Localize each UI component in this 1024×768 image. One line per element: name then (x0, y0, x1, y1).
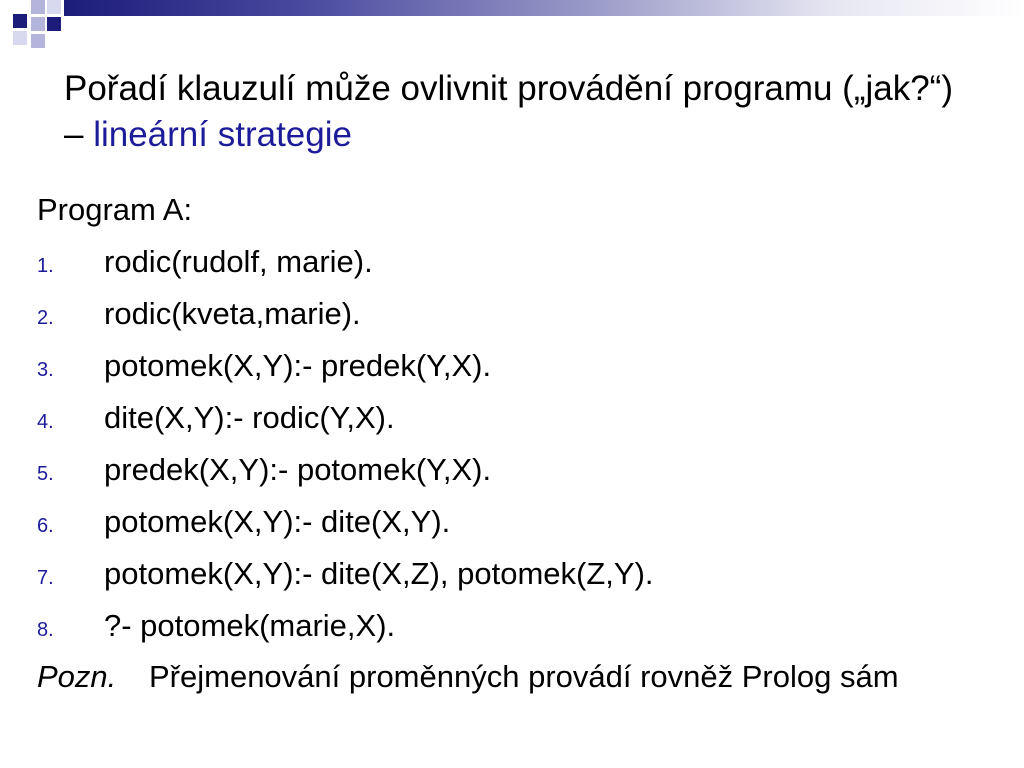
slide-title-text: Pořadí klauzulí může ovlivnit provádění programu („jak?“) – (64, 69, 953, 154)
program-label: Program A: (37, 192, 193, 227)
slide-title-accent: lineární strategie (93, 115, 352, 154)
clause-text: dite(X,Y):- rodic(Y,X). (104, 400, 395, 435)
header-decoration (0, 0, 1024, 50)
note (37, 658, 997, 696)
clause-text: rodic(kveta,marie). (104, 296, 361, 331)
list-item (37, 398, 997, 450)
clause-text: potomek(X,Y):- predek(Y,X). (104, 348, 492, 383)
list-number: 5. (37, 463, 54, 485)
decor-square (13, 14, 27, 28)
list-item (37, 242, 997, 294)
clause-text: rodic(rudolf, marie). (104, 244, 373, 279)
decor-square (13, 31, 27, 45)
list-number: 1. (37, 255, 54, 277)
decor-square (31, 0, 45, 14)
list-item (37, 450, 997, 502)
list-item (37, 502, 997, 554)
list-number: 6. (37, 515, 54, 537)
list-number: 4. (37, 411, 54, 433)
clause-text: potomek(X,Y):- dite(X,Z), potomek(Z,Y). (104, 556, 654, 591)
list-number: 2. (37, 307, 54, 329)
header-gradient-bar (64, 0, 1024, 16)
decor-square (47, 17, 61, 31)
note-label: Pozn. (37, 659, 117, 694)
clause-text: predek(X,Y):- potomek(Y,X). (104, 452, 492, 487)
list-item (37, 346, 997, 398)
slide-title (64, 66, 964, 158)
slide-body (37, 190, 997, 696)
list-number: 8. (37, 619, 54, 641)
decor-square (31, 17, 45, 31)
list-item (37, 294, 997, 346)
list-number: 7. (37, 567, 54, 589)
list-item (37, 606, 997, 658)
list-item (37, 554, 997, 606)
note-text: Přejmenování proměnných provádí rovněž Prolog sám (149, 659, 899, 694)
list-number: 3. (37, 359, 54, 381)
clause-list (37, 242, 997, 658)
clause-text: ?- potomek(marie,X). (104, 608, 396, 643)
decor-square (31, 34, 45, 48)
clause-text: potomek(X,Y):- dite(X,Y). (104, 504, 451, 539)
decor-square (47, 0, 61, 14)
